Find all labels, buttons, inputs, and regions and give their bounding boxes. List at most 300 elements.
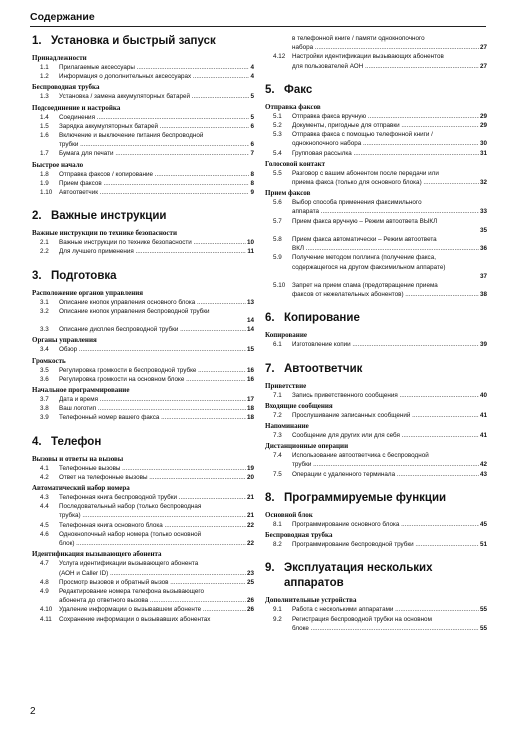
toc-entry[interactable] — [32, 179, 254, 188]
toc-group-heading: Беспроводная трубка — [32, 83, 100, 92]
toc-entry[interactable] — [32, 404, 254, 413]
toc-entry-page: 26 — [246, 606, 254, 614]
dot-leader — [178, 326, 246, 333]
toc-entry-number: 9.1 — [273, 606, 282, 614]
toc-entry-body — [59, 530, 254, 548]
toc-entry-page: 13 — [246, 298, 254, 306]
toc-entry[interactable] — [265, 112, 487, 121]
toc-entry-line — [59, 140, 254, 149]
dot-leader — [363, 63, 479, 70]
dot-leader — [74, 540, 246, 547]
toc-entry-body — [292, 217, 487, 235]
toc-entry-page: 38 — [479, 291, 487, 299]
toc-entry-title-text: Ваш логотип — [59, 405, 97, 413]
toc-entry-line — [59, 122, 254, 131]
toc-group-heading: Дистанционные операции — [265, 442, 349, 451]
dot-leader — [78, 141, 249, 148]
dot-leader — [304, 245, 479, 252]
toc-entry-title-text: Описание дисплея беспроводной трубки — [59, 326, 179, 334]
toc-entry-page: 4 — [250, 64, 254, 71]
toc-entry[interactable] — [265, 540, 487, 549]
toc-entry-page: 55 — [479, 606, 487, 614]
toc-entry-number: 3.1 — [40, 298, 49, 306]
toc-entry-line — [59, 539, 254, 548]
toc-entry[interactable] — [32, 345, 254, 354]
toc-entry-body — [59, 464, 254, 473]
toc-entry-number: 1.10 — [40, 189, 53, 197]
toc-entry[interactable] — [32, 170, 254, 179]
toc-chapter-number: 2. — [32, 210, 42, 223]
toc-entry-title-text: Телефонные вызовы — [59, 464, 121, 472]
toc-entry-line — [292, 624, 487, 633]
dot-leader — [400, 122, 479, 129]
toc-entry-page: 6 — [250, 141, 254, 149]
toc-entry-number: 4.4 — [40, 503, 49, 511]
toc-entry-title-line: Прием факса автоматически – Режим автоответа — [292, 236, 437, 244]
toc-entry[interactable] — [32, 298, 254, 307]
toc-entry[interactable] — [265, 451, 487, 469]
toc-entry-body — [59, 578, 254, 587]
toc-entry-line — [292, 207, 487, 216]
toc-entry-body — [59, 615, 254, 624]
toc-entry-title — [59, 473, 246, 482]
toc-entry[interactable] — [32, 559, 254, 577]
toc-entry-line — [292, 178, 487, 187]
toc-entry-line — [292, 226, 487, 235]
toc-chapter-title-line — [32, 34, 254, 49]
toc-entry-body — [292, 198, 487, 216]
toc-entry[interactable] — [265, 391, 487, 400]
toc-entry-body — [59, 72, 254, 81]
toc-entry-title-text: Сообщение для других или для себя — [292, 432, 400, 440]
toc-entry-title-text: блок) — [59, 540, 75, 548]
toc-entry-number: 2.2 — [40, 248, 49, 256]
toc-entry-line — [59, 511, 254, 520]
toc-entry-number: 5.7 — [273, 217, 282, 225]
toc-entry-title-line: Настройки идентификации вызывающих абонентов — [292, 53, 444, 61]
toc-entry[interactable] — [32, 615, 254, 624]
dot-leader — [361, 140, 479, 147]
toc-entry-page: 5 — [250, 113, 254, 121]
toc-entry-title-line: в телефонной книге / памяти однокнопочного — [292, 35, 425, 42]
toc-entry-title-line: Услуга идентификации вызывающего абонента — [59, 560, 199, 568]
toc-chapter-heading[interactable] — [32, 209, 254, 224]
toc-entry-title — [59, 63, 249, 72]
toc-entry-title — [292, 605, 479, 614]
toc-entry-line — [292, 43, 487, 52]
toc-entry-number: 7.5 — [273, 470, 282, 478]
toc-entry-title-text: Дата и время — [59, 396, 99, 404]
toc-entry-body — [59, 179, 254, 188]
toc-entry-title-line: Регистрация беспроводной трубки на основном — [292, 615, 432, 623]
toc-entry-page: 8 — [250, 170, 254, 178]
toc-entry-body — [292, 130, 487, 148]
dot-leader — [147, 474, 246, 481]
toc-chapter — [265, 491, 487, 549]
toc-entry-body — [292, 235, 487, 253]
toc-entry[interactable] — [32, 72, 254, 81]
toc-entry-number: 3.8 — [40, 405, 49, 413]
toc-entry-title — [59, 122, 249, 131]
toc-entry-body — [59, 473, 254, 482]
dot-leader — [195, 299, 246, 306]
toc-entry-body — [292, 253, 487, 281]
toc-entry-page: 15 — [246, 346, 254, 354]
toc-entry-title-text: Прием факсов — [59, 179, 102, 187]
dot-leader — [414, 541, 479, 548]
toc-entry-page: 21 — [246, 494, 254, 502]
toc-entry[interactable] — [32, 464, 254, 473]
toc-entry-title-text: Ответ на телефонные вызовы — [59, 473, 148, 481]
toc-entry-title-text: Удаление информации о вызывавшем абоненте — [59, 606, 202, 614]
toc-entry-number: 5.1 — [273, 112, 282, 120]
toc-entry-page: 37 — [479, 272, 487, 280]
toc-entry[interactable] — [32, 307, 254, 325]
toc-chapter-title-line — [32, 209, 254, 224]
toc-entry-body — [292, 34, 487, 52]
toc-entry-body — [59, 325, 254, 334]
page-header-title: Содержание — [30, 11, 95, 23]
toc-group-heading: Подсоединение и настройка — [32, 103, 121, 112]
toc-entry-title-text: Обзор — [59, 346, 78, 354]
toc-chapter — [265, 83, 487, 300]
toc-entry-title-text: Бумага для печати — [59, 150, 114, 158]
toc-entry-number: 5.6 — [273, 199, 282, 207]
toc-entry-line — [292, 272, 487, 281]
toc-entry[interactable] — [265, 198, 487, 216]
toc-entry-number: 4.8 — [40, 578, 49, 586]
toc-entry-body — [292, 451, 487, 469]
toc-entry-title-text: Важные инструкции по технике безопасности — [59, 239, 192, 247]
toc-chapter-title-line — [265, 83, 487, 98]
toc-entry-line — [59, 345, 254, 354]
toc-entry-title-text: Программирование основного блока — [292, 520, 400, 528]
toc-chapter-number: 8. — [265, 491, 275, 504]
toc-entry-title — [59, 113, 249, 122]
toc-group-heading: Отправка факсов — [265, 102, 321, 111]
toc-entry[interactable] — [265, 52, 487, 70]
toc-entry-line — [59, 179, 254, 188]
toc-entry-title — [292, 520, 479, 529]
toc-entry-page: 42 — [479, 461, 487, 469]
toc-entry-number: 4.10 — [40, 606, 53, 614]
toc-entry-number: 3.6 — [40, 375, 49, 383]
toc-entry[interactable] — [32, 238, 254, 247]
toc-entry-page: 9 — [250, 189, 254, 197]
toc-entry-title-line: Включение и выключение питания беспроводной — [59, 132, 204, 140]
toc-entry-page: 51 — [479, 541, 487, 549]
toc-group-heading: Идентификация вызывающего абонента — [32, 550, 162, 559]
toc-chapter-heading[interactable] — [265, 311, 487, 326]
toc-entry-title-text: абонента до ответного вызова — [59, 597, 149, 605]
toc-entry[interactable] — [32, 395, 254, 404]
toc-entry[interactable] — [265, 217, 487, 235]
toc-group-heading: Начальное программирование — [32, 386, 130, 395]
toc-group-heading: Копирование — [265, 331, 307, 340]
toc-entry-title-text: ВКЛ — [292, 245, 305, 253]
toc-entry-title — [59, 179, 249, 188]
toc-entry-body — [292, 121, 487, 130]
toc-entry-number: 3.9 — [40, 414, 49, 422]
toc-entry-line — [59, 493, 254, 502]
dot-leader — [120, 465, 246, 472]
toc-entry-page: 41 — [479, 432, 487, 440]
toc-group-heading: Прием факсов — [265, 189, 311, 198]
toc-entry-title — [59, 404, 246, 413]
toc-entry-title — [292, 207, 479, 216]
toc-chapter-heading[interactable] — [265, 491, 487, 506]
toc-entry-line — [59, 578, 254, 587]
toc-entry[interactable] — [32, 63, 254, 72]
toc-entry-number — [265, 34, 292, 52]
dot-leader — [311, 461, 479, 468]
toc-entry[interactable] — [32, 149, 254, 158]
toc-entry-line — [292, 605, 487, 614]
toc-entry-body — [59, 493, 254, 502]
dot-leader — [163, 522, 246, 529]
toc-entry-title — [292, 290, 479, 299]
toc-entry-line — [59, 238, 254, 247]
toc-entry-title — [59, 298, 246, 307]
dot-leader — [191, 73, 249, 80]
toc-entry[interactable] — [265, 520, 487, 529]
toc-chapter-number: 4. — [32, 435, 42, 448]
toc-entry[interactable] — [32, 413, 254, 422]
toc-chapter-title: Копирование — [284, 312, 360, 325]
toc-entry-title-text: аппарата — [292, 208, 320, 216]
toc-entry-page: 31 — [479, 149, 487, 157]
toc-entry-body — [292, 52, 487, 70]
toc-entry-title-line: Выбор способа применения факсимильного — [292, 199, 422, 207]
toc-chapter-number: 7. — [265, 362, 275, 375]
dot-leader — [81, 512, 246, 519]
toc-entry-title — [59, 140, 249, 149]
toc-entry-line — [292, 431, 487, 440]
toc-entry[interactable] — [265, 340, 487, 349]
toc-entry-line — [59, 413, 254, 422]
toc-entry-title — [59, 366, 246, 375]
toc-entry[interactable] — [265, 169, 487, 187]
toc-entry-body — [59, 92, 254, 101]
toc-entry-title — [292, 624, 479, 633]
toc-entry-body — [59, 247, 254, 256]
toc-entry-title-text: набора — [292, 44, 314, 52]
toc-entry[interactable] — [265, 615, 487, 633]
dot-leader — [134, 248, 247, 255]
toc-chapter-title: Установка и быстрый запуск — [51, 35, 216, 47]
toc-entry-body — [59, 395, 254, 404]
toc-group-heading: Основной блок — [265, 510, 313, 519]
toc-chapter-title: Телефон — [51, 435, 102, 448]
toc-chapter-title: аппаратов — [284, 577, 344, 590]
toc-entry[interactable] — [32, 131, 254, 149]
dot-leader — [309, 625, 479, 632]
toc-entry-number: 4.5 — [40, 521, 49, 529]
dot-leader — [77, 346, 246, 353]
toc-entry-title-text: приема факса (только для основного блока) — [292, 179, 422, 187]
toc-chapter-number: 1. — [32, 35, 42, 47]
toc-entry-title — [59, 539, 246, 548]
toc-entry-page: 55 — [479, 624, 487, 632]
toc-entry[interactable] — [32, 605, 254, 614]
toc-entry-body — [59, 559, 254, 577]
toc-entry-number: 1.8 — [40, 170, 49, 178]
toc-entry-number: 4.11 — [40, 615, 52, 623]
toc-entry-page: 8 — [250, 179, 254, 187]
toc-entry-title-line: Использование автоответчика с беспроводной — [292, 452, 429, 460]
dot-leader — [400, 432, 479, 439]
toc-group-heading: Расположение органов управления — [32, 288, 144, 297]
toc-entry-line — [292, 540, 487, 549]
toc-entry-body — [59, 238, 254, 247]
toc-chapter-heading[interactable] — [32, 435, 254, 450]
toc-chapter-title: Программируемые функции — [284, 491, 447, 504]
toc-entry[interactable] — [32, 113, 254, 122]
toc-entry-title — [59, 345, 246, 354]
toc-entry-title-text: Установка / замена аккумуляторных батарей — [59, 93, 190, 101]
toc-entry[interactable] — [32, 247, 254, 256]
toc-entry-number: 1.7 — [40, 150, 49, 158]
toc-entry[interactable] — [265, 470, 487, 479]
toc-entry-title — [292, 244, 479, 253]
toc-group-heading: Входящие сообщения — [265, 401, 333, 410]
toc-entry[interactable] — [32, 530, 254, 548]
toc-entry-number: 1.2 — [40, 73, 49, 81]
toc-entry[interactable] — [32, 122, 254, 131]
toc-entry-line — [292, 244, 487, 253]
toc-entry-title-line: Однокнопочный набор номера (только основной — [59, 530, 202, 538]
toc-entry[interactable] — [265, 34, 487, 52]
dot-leader — [135, 64, 250, 71]
toc-entry-title-line: содержащегося на другом факсимильном аппарате) — [292, 263, 446, 271]
toc-entry[interactable] — [265, 121, 487, 130]
toc-entry[interactable] — [32, 375, 254, 384]
toc-entry-title-text: Прослушивание записанных сообщений — [292, 411, 411, 419]
toc-entry-number: 1.3 — [40, 93, 49, 101]
toc-entry-page: 43 — [479, 470, 487, 478]
toc-chapter-title: Важные инструкции — [51, 210, 167, 223]
toc-entry-title-text: блоке — [292, 624, 309, 632]
toc-entry-page: 17 — [246, 396, 254, 404]
toc-entry-title-text: трубки — [59, 141, 79, 149]
toc-chapter-number: 3. — [32, 269, 42, 282]
toc-chapter-title-line — [265, 362, 487, 377]
dot-leader — [177, 494, 246, 501]
toc-entry-line — [292, 149, 487, 158]
toc-entry[interactable] — [32, 493, 254, 502]
toc-entry[interactable] — [32, 578, 254, 587]
toc-entry-body — [59, 521, 254, 530]
toc-entry-title-line: Редактирование номера телефона вызывающего — [59, 587, 205, 595]
toc-entry[interactable] — [32, 587, 254, 605]
toc-entry[interactable] — [265, 149, 487, 158]
toc-entry-line — [59, 404, 254, 413]
toc-chapter-heading[interactable] — [32, 269, 254, 284]
toc-chapter-heading[interactable] — [265, 83, 487, 98]
toc-chapter-heading[interactable] — [265, 362, 487, 377]
toc-chapter-title-line — [265, 311, 487, 326]
toc-chapter-heading[interactable] — [265, 561, 487, 591]
toc-entry[interactable] — [32, 366, 254, 375]
toc-entry-page: 27 — [479, 44, 487, 52]
toc-entry[interactable] — [32, 325, 254, 334]
toc-entry[interactable] — [32, 92, 254, 101]
toc-entry[interactable] — [265, 431, 487, 440]
toc-entry[interactable] — [32, 502, 254, 520]
toc-entry-number: 3.4 — [40, 346, 49, 354]
toc-entry[interactable] — [265, 411, 487, 420]
toc-entry-number: 8.2 — [273, 541, 282, 549]
toc-entry-line — [292, 290, 487, 299]
toc-entry-line — [292, 460, 487, 469]
toc-entry-line — [292, 411, 487, 420]
toc-group-heading: Принадлежности — [32, 54, 87, 62]
toc-entry-title-line: Разговор с вашим абонентом после передачи или — [292, 169, 439, 177]
toc-entry-title — [59, 188, 249, 197]
toc-entry[interactable] — [265, 253, 487, 281]
toc-entry-title-line: Получение методом поллинга (получение факса, — [292, 254, 436, 262]
toc-entry-line — [59, 92, 254, 101]
toc-entry-number: 3.5 — [40, 366, 49, 374]
toc-entry[interactable] — [32, 188, 254, 197]
toc-group-heading: Важные инструкции по технике безопасности — [32, 229, 177, 238]
toc-entry[interactable] — [32, 521, 254, 530]
dot-leader — [393, 606, 479, 613]
page-number: 2 — [30, 706, 36, 717]
dot-leader — [404, 291, 479, 298]
toc-entry-line — [292, 112, 487, 121]
toc-entry[interactable] — [265, 235, 487, 253]
toc-entry-title — [292, 112, 479, 121]
toc-entry-title — [292, 62, 479, 71]
toc-entry[interactable] — [32, 473, 254, 482]
toc-entry-body — [292, 281, 487, 299]
dot-leader — [351, 341, 479, 348]
toc-entry-title-line: Прием факса вручную – Режим автоответа ВЫКЛ — [292, 217, 438, 225]
toc-entry-title — [59, 511, 246, 520]
toc-entry-number: 4.2 — [40, 473, 49, 481]
dot-leader — [96, 405, 246, 412]
toc-entry-line — [59, 247, 254, 256]
toc-chapter-title-line — [32, 269, 254, 284]
toc-entry-line — [292, 340, 487, 349]
toc-entry-number: 6.1 — [273, 341, 282, 349]
toc-entry-title — [59, 316, 246, 325]
toc-entry-title — [59, 578, 246, 587]
dot-leader — [366, 113, 479, 120]
dot-leader — [169, 579, 246, 586]
toc-entry-title-text: Операции с удаленного терминала — [292, 470, 396, 478]
toc-entry[interactable] — [265, 605, 487, 614]
toc-entry-title-text: Телефонная книга беспроводной трубки — [59, 494, 177, 502]
toc-entry-body — [292, 340, 487, 349]
toc-entry[interactable] — [265, 281, 487, 299]
toc-entry-number: 9.2 — [273, 615, 282, 623]
toc-entry-body — [59, 502, 254, 520]
toc-entry-body — [59, 307, 254, 325]
toc-entry-body — [292, 520, 487, 529]
toc-entry-body — [59, 587, 254, 605]
toc-entry-title — [292, 460, 479, 469]
toc-entry[interactable] — [265, 130, 487, 148]
toc-entry-page: 19 — [246, 464, 254, 472]
toc-chapter-heading[interactable] — [32, 34, 254, 49]
toc-entry-title-text: Отправка факсов / копирование — [59, 170, 154, 178]
toc-chapter-title-line — [32, 435, 254, 450]
toc-entry-title — [59, 493, 246, 502]
toc-entry-body — [59, 366, 254, 375]
toc-entry-title — [59, 521, 246, 530]
